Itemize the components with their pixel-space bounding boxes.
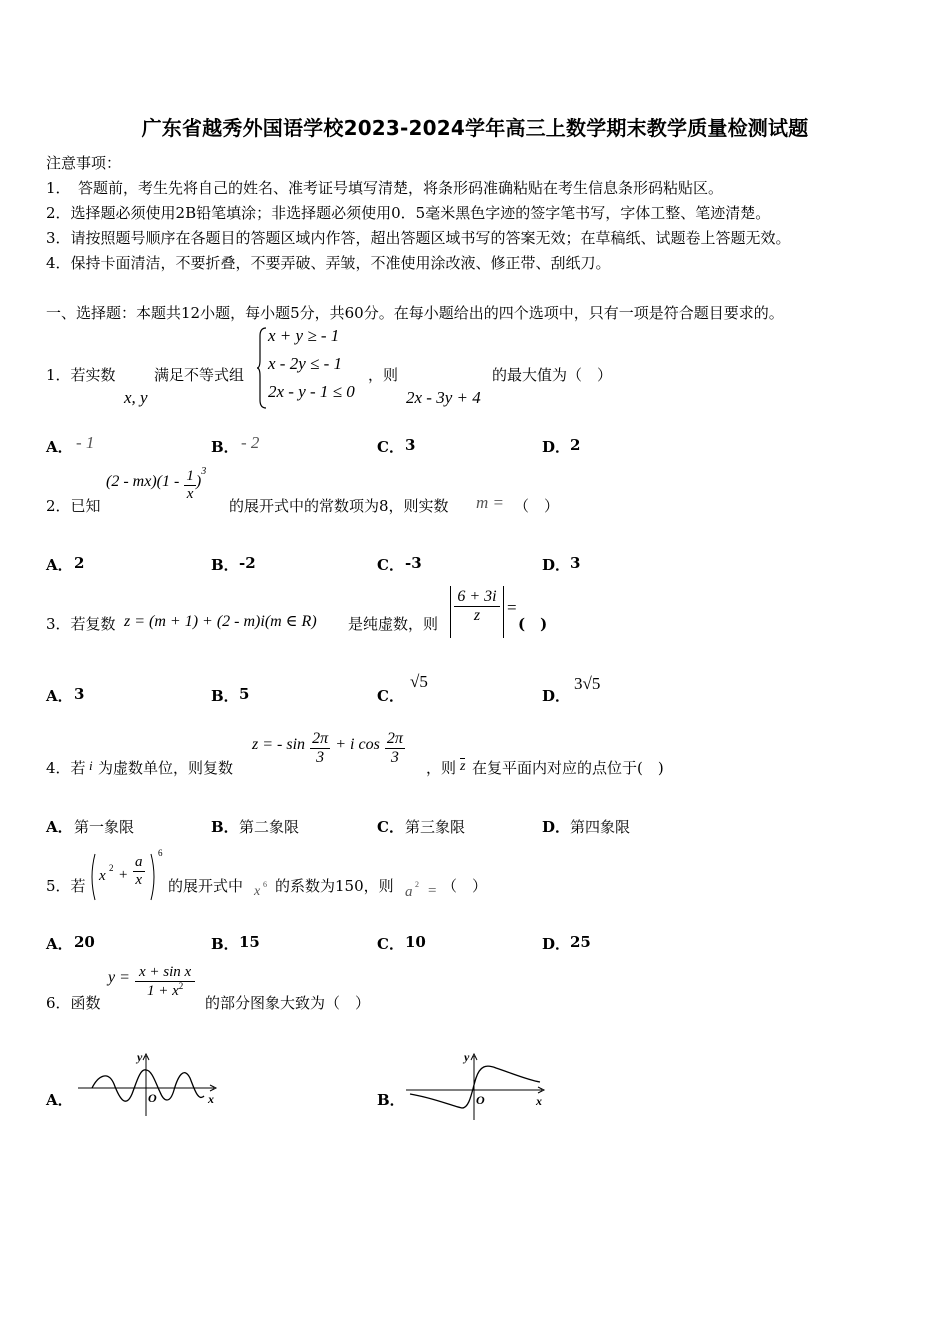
option-label[interactable]: A．	[46, 818, 73, 836]
option-value: - 2	[241, 433, 260, 452]
q5-text: 的展开式中	[168, 877, 244, 895]
q4-zbar: z	[460, 759, 466, 774]
option-label[interactable]: A．	[46, 1091, 73, 1109]
axis-x-label: x	[208, 1092, 214, 1106]
option-label[interactable]: B．	[211, 438, 239, 456]
q1-text: 1．若实数	[46, 366, 116, 384]
option-value: -3	[405, 554, 422, 572]
q2-text: 的展开式中的常数项为8，则实数	[229, 497, 449, 515]
option-value: 第三象限	[405, 818, 466, 836]
option-value: 第一象限	[74, 818, 135, 836]
option-value: 第二象限	[239, 818, 300, 836]
q1-ineq: 2x - y - 1 ≤ 0	[268, 382, 355, 401]
option-label[interactable]: B．	[211, 818, 239, 836]
q4-text: ，则	[426, 759, 457, 777]
q1-system	[256, 326, 366, 410]
q3-text: ( )	[518, 615, 548, 633]
option-label[interactable]: C．	[377, 556, 404, 574]
option-label[interactable]: D．	[542, 687, 571, 705]
axis-y-label: y	[137, 1050, 143, 1064]
q1-ineq: x - 2y ≤ - 1	[268, 354, 342, 373]
notice-item: 4．保持卡面清洁，不要折叠，不要弄破、弄皱，不准使用涂改液、修正带、刮纸刀。	[46, 254, 611, 272]
q5-sup: 2	[109, 863, 114, 873]
notice-item: 1． 答题前，考生先将自己的姓名、准考证号填写清楚，将条形码准确粘贴在考生信息条形码粘贴区。	[46, 179, 724, 197]
q6-y: y =	[108, 969, 130, 986]
option-label[interactable]: D．	[542, 818, 571, 836]
q2-m: m =	[476, 493, 504, 512]
option-value: 15	[239, 933, 260, 951]
q3-frac-num: 6 + 3i	[454, 588, 499, 607]
option-value: 2	[74, 554, 85, 572]
q1-ineq: x + y ≥ - 1	[268, 326, 340, 345]
option-value: 3	[74, 685, 85, 703]
option-label[interactable]: A．	[46, 556, 73, 574]
q4-expr-lhs: z = - sin	[252, 735, 306, 753]
q5-a2: a	[405, 884, 413, 900]
q2-frac-num: 1	[186, 468, 194, 484]
q6-text: 的部分图象大致为（ ）	[205, 994, 371, 1012]
q5-frac-num: a	[135, 854, 143, 870]
option-label[interactable]: A．	[46, 935, 73, 953]
q6-frac-num: x + sin x	[135, 964, 195, 982]
page-title: 广东省越秀外国语学校2023-2024学年高三上数学期末教学质量检测试题	[141, 116, 809, 140]
q6-den-sup: 2	[178, 980, 184, 991]
option-value: 2	[570, 436, 581, 454]
option-value: √5	[410, 672, 428, 691]
q2-expr-b: )	[195, 472, 202, 490]
q3-eq: =	[507, 598, 517, 617]
q1-expr: 2x - 3y + 4	[406, 388, 481, 407]
option-label[interactable]: B．	[211, 556, 239, 574]
notice-item: 2．选择题必须使用2B铅笔填涂；非选择题必须使用0．5毫米黑色字迹的签字笔书写，字体工整、笔迹清楚。	[46, 204, 771, 222]
q4-expr-mid: + i cos	[335, 735, 380, 753]
q2-frac-den: x	[186, 485, 194, 502]
q6-frac	[135, 964, 195, 999]
option-label[interactable]: D．	[542, 556, 571, 574]
q2-exp: 3	[201, 465, 207, 477]
q2-expr	[106, 465, 207, 516]
q6-expr	[108, 964, 195, 1014]
q5-plus: +	[119, 867, 128, 883]
graph-b	[404, 1050, 554, 1122]
option-label[interactable]: D．	[542, 438, 571, 456]
option-label[interactable]: C．	[377, 935, 404, 953]
option-value: 5	[239, 685, 250, 703]
q5-text: 的系数为150，则	[275, 877, 394, 895]
q5-text: 5．若	[46, 877, 86, 895]
q6-den: 1 + x	[146, 982, 179, 999]
section-heading: 一、选择题：本题共12小题，每小题5分，共60分。在每小题给出的四个选项中，只有一项是符合题目要求的。	[46, 304, 784, 322]
q1-text: ，则	[368, 366, 399, 384]
q2-text: （ ）	[514, 497, 560, 515]
q3-abs	[450, 586, 504, 638]
q2-frac	[184, 468, 196, 502]
option-label[interactable]: C．	[377, 818, 404, 836]
q4-text: 在复平面内对应的点位于( )	[472, 759, 664, 777]
q1-text: 的最大值为（ ）	[492, 366, 613, 384]
q3-text: 是纯虚数，则	[348, 615, 439, 633]
option-label[interactable]: D．	[542, 935, 571, 953]
origin-label: O	[148, 1091, 157, 1105]
option-value: 第四象限	[570, 818, 631, 836]
q5-x6: x	[254, 884, 261, 899]
option-label[interactable]: C．	[377, 438, 404, 456]
option-label[interactable]: C．	[377, 687, 404, 705]
q5-text: （ ）	[442, 877, 488, 895]
option-value: 25	[570, 933, 591, 951]
q6-text: 6．函数	[46, 994, 101, 1012]
q5-frac-den: x	[135, 871, 143, 888]
q4-frac	[310, 730, 330, 766]
option-value: 3	[405, 436, 416, 454]
notice-item: 3．请按照题号顺序在各题目的答题区域内作答，超出答题区域书写的答案无效；在草稿纸、试题卷上答题无效。	[46, 229, 791, 247]
origin-label: O	[476, 1093, 485, 1107]
q3-z: z = (m + 1) + (2 - m)i(m ∈ R)	[124, 613, 317, 630]
axis-x-label: x	[536, 1094, 542, 1108]
option-label[interactable]: B．	[211, 935, 239, 953]
q4-frac-num: 2π	[312, 730, 329, 747]
option-value: -2	[239, 554, 256, 572]
axis-y-label: y	[464, 1050, 470, 1064]
q3-frac	[451, 588, 503, 624]
q1-vars: x, y	[124, 388, 148, 407]
graph-a	[74, 1048, 224, 1120]
option-label[interactable]: A．	[46, 438, 73, 456]
q2-expr-a: (2 - mx)(1 -	[106, 472, 180, 490]
option-label[interactable]: B．	[211, 687, 239, 705]
option-value: - 1	[76, 433, 95, 452]
q4-frac-den: 3	[316, 748, 325, 766]
q4-i: i	[89, 758, 93, 773]
q5-frac	[133, 854, 145, 888]
q4-frac-den: 3	[390, 748, 399, 766]
option-label[interactable]: A．	[46, 687, 73, 705]
option-value: 3√5	[574, 674, 601, 693]
q5-a2-sup: 2	[415, 880, 419, 889]
q3-text: 3．若复数	[46, 615, 116, 633]
q5-x: x	[99, 868, 106, 884]
q4-text: 为虚数单位，则复数	[98, 759, 234, 777]
q4-text: 4．若	[46, 759, 86, 777]
q5-exp: 6	[158, 848, 163, 858]
option-value: 20	[74, 933, 95, 951]
option-label[interactable]: B．	[377, 1091, 405, 1109]
option-value: 3	[570, 554, 581, 572]
q4-frac-num: 2π	[386, 730, 403, 747]
q1-text: 满足不等式组	[154, 366, 245, 384]
q2-text: 2．已知	[46, 497, 101, 515]
q5-eq: =	[428, 883, 437, 899]
brace-icon	[256, 326, 268, 410]
q5-x6-sup: 6	[263, 880, 267, 889]
notice-heading: 注意事项：	[46, 154, 122, 172]
q3-frac-den: z	[473, 606, 481, 624]
q6-frac-den	[145, 982, 185, 1000]
q4-expr	[252, 730, 405, 780]
q5-expr	[89, 852, 157, 902]
q4-frac	[385, 730, 405, 766]
option-value: 10	[405, 933, 426, 951]
